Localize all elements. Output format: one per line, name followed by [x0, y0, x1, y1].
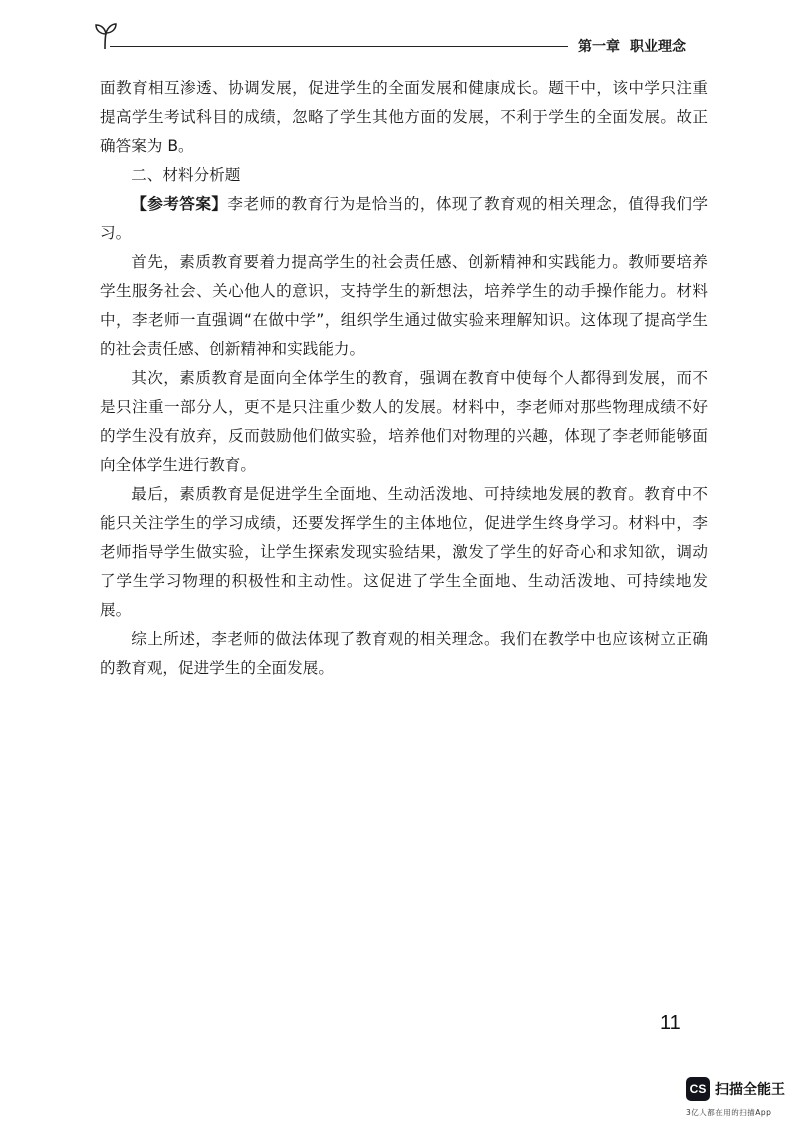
watermark-tagline: 3亿人都在用的扫描App: [686, 1108, 772, 1117]
reference-answer: [100, 190, 708, 248]
watermark-app-name: 扫描全能王: [715, 1082, 785, 1098]
paragraph-third: 最后，素质教育是促进学生全面地、生动活泼地、可持续地发展的教育。教育中不能只关注学生的学习成绩，还要发挥学生的主体地位，促进学生终身学习。材料中，李老师指导学生做实验，让学生探索发现实验结果，激发了学生的好奇心和求知欲，调动了学生学习物理的积极性和主动性。这促进了学生全面地、生动活泼地、可持续地发展。: [100, 485, 708, 619]
camscanner-logo-icon: CS: [686, 1077, 710, 1101]
chapter-title: 职业理念: [630, 39, 686, 55]
page-number: 11: [660, 1012, 681, 1034]
answer-tag: 【参考答案】: [131, 195, 228, 213]
page-body: [100, 74, 708, 683]
answer-lead: 李老师的教育行为是恰当的，体现了教育观的相关理念，值得我们学习。: [100, 195, 708, 242]
chapter-heading: [578, 36, 696, 56]
header-rule: [110, 46, 568, 47]
paragraph-summary: 综上所述，李老师的做法体现了教育观的相关理念。我们在教学中也应该树立正确的教育观，促进学生的全面发展。: [100, 630, 708, 677]
page-header: [0, 0, 800, 70]
paragraph-first: 首先，素质教育要着力提高学生的社会责任感、创新精神和实践能力。教师要培养学生服务社会、关心他人的意识，支持学生的新想法，培养学生的动手操作能力。材料中，李老师一直强调“在做中学”，组织学生通过做实验来理解知识。这体现了提高学生的社会责任感、创新精神和实践能力。: [100, 253, 708, 358]
scanner-watermark: [686, 1077, 796, 1125]
chapter-number: 第一章: [578, 39, 620, 55]
paragraph-second: 其次，素质教育是面向全体学生的教育，强调在教育中使每个人都得到发展，而不是只注重一部分人，更不是只注重少数人的发展。材料中，李老师对那些物理成绩不好的学生没有放弃，反而鼓励他们做实验，培养他们对物理的兴趣，体现了李老师能够面向全体学生进行教育。: [100, 369, 708, 474]
section-heading: 二、材料分析题: [131, 166, 241, 184]
paragraph-continuation: 面教育相互渗透、协调发展，促进学生的全面发展和健康成长。题干中，该中学只注重提高学生考试科目的成绩，忽略了学生其他方面的发展，不利于学生的全面发展。故正确答案为 B。: [100, 79, 708, 155]
